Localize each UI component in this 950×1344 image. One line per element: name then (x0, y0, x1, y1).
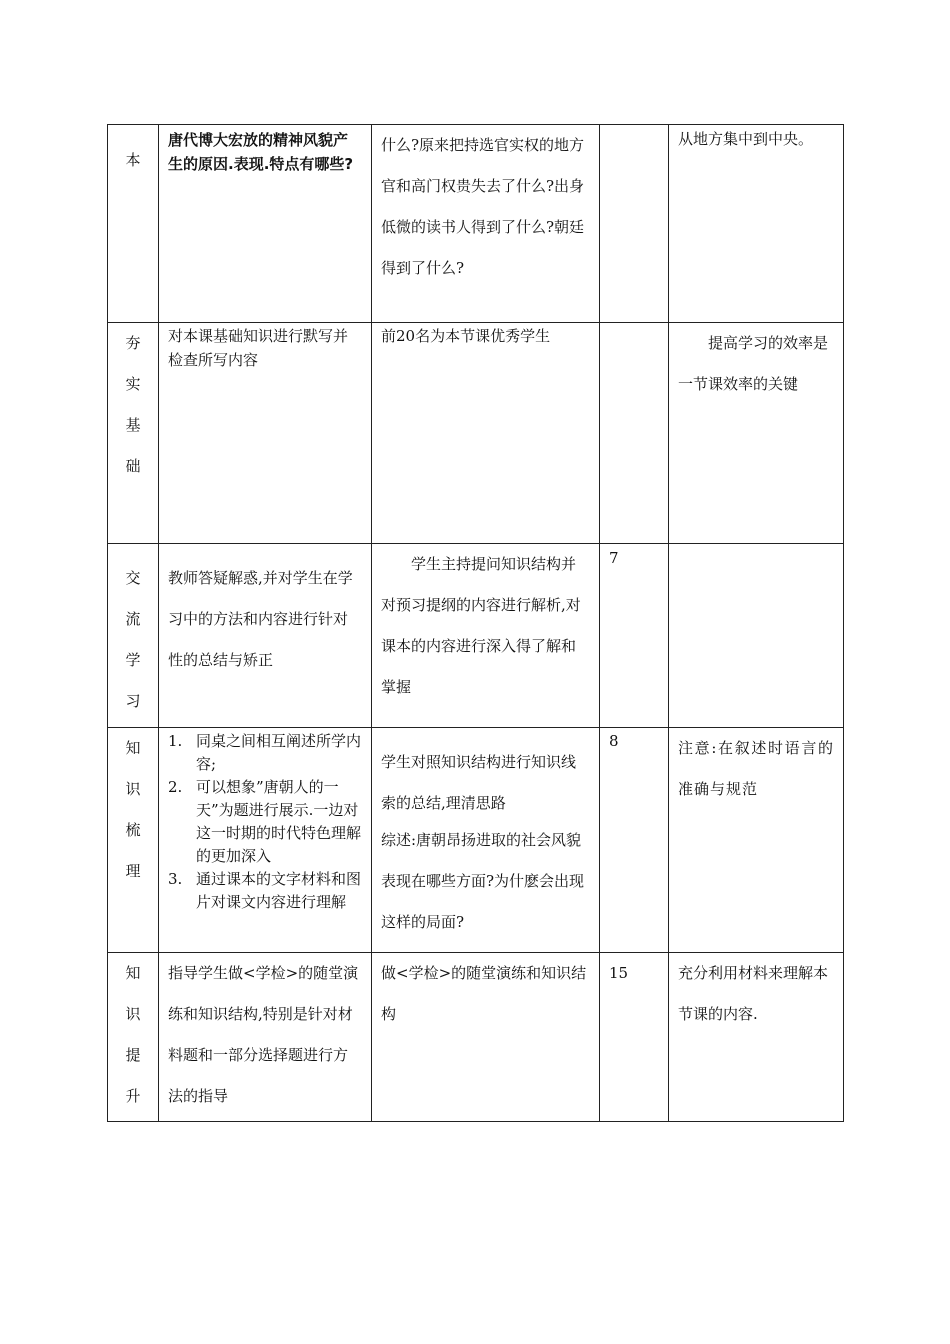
design-note: 充分利用材料来理解本节课的内容. (669, 953, 844, 1122)
design-note: 从地方集中到中央。 (669, 125, 844, 323)
lesson-plan-table (107, 124, 844, 1122)
student-activity: 前20名为本节课优秀学生 (372, 323, 600, 544)
stage-label: 交 流 学 习 (108, 544, 159, 728)
time-cell: 7 (600, 544, 669, 728)
list-item: 2. 可以想象”唐朝人的一天”为题进行展示.一边对这一时期的时代特色理解的更加深入 (168, 778, 362, 865)
list-item: 3. 通过课本的文字材料和图片对课文内容进行理解 (168, 870, 362, 911)
table-row (108, 323, 844, 544)
table-row (108, 544, 844, 728)
design-note: 提高学习的效率是一节课效率的关键 (669, 323, 844, 544)
time-cell (600, 125, 669, 323)
stage-label: 知 识 梳 理 (108, 728, 159, 953)
list-item: 1. 同桌之间相互阐述所学内容; (168, 732, 362, 773)
teacher-activity: 对本课基础知识进行默写并检查所写内容 (159, 323, 372, 544)
teacher-activity (159, 728, 372, 953)
table-row (108, 125, 844, 323)
table-row (108, 953, 844, 1122)
time-cell: 15 (600, 953, 669, 1122)
stage-label: 知 识 提 升 (108, 953, 159, 1122)
time-cell: 8 (600, 728, 669, 953)
stage-label: 夯 实 基 础 (108, 323, 159, 544)
activity-list (168, 730, 362, 914)
table-row (108, 728, 844, 953)
design-note (669, 544, 844, 728)
student-activity: 做<学检>的随堂演练和知识结构 (372, 953, 600, 1122)
design-note: 注意:在叙述时语言的准确与规范 (669, 728, 844, 953)
time-cell (600, 323, 669, 544)
teacher-activity: 指导学生做<学检>的随堂演练和知识结构,特别是针对材料题和一部分选择题进行方法的指导 (159, 953, 372, 1122)
stage-label: 本 (108, 125, 159, 323)
teacher-activity: 教师答疑解惑,并对学生在学习中的方法和内容进行针对性的总结与矫正 (159, 544, 372, 728)
teacher-activity: 唐代博大宏放的精神风貌产生的原因.表现.特点有哪些? (159, 125, 372, 323)
student-activity: 什么?原来把持选官实权的地方官和高门权贵失去了什么?出身低微的读书人得到了什么?朝廷得到了什么? (372, 125, 600, 323)
student-activity: 学生对照知识结构进行知识线索的总结,理清思路 综述:唐朝昂扬进取的社会风貌表现在哪些方面?为什麽会出现这样的局面? (372, 728, 600, 953)
student-activity: 学生主持提问知识结构并对预习提纲的内容进行解析,对课本的内容进行深入得了解和掌握 (372, 544, 600, 728)
